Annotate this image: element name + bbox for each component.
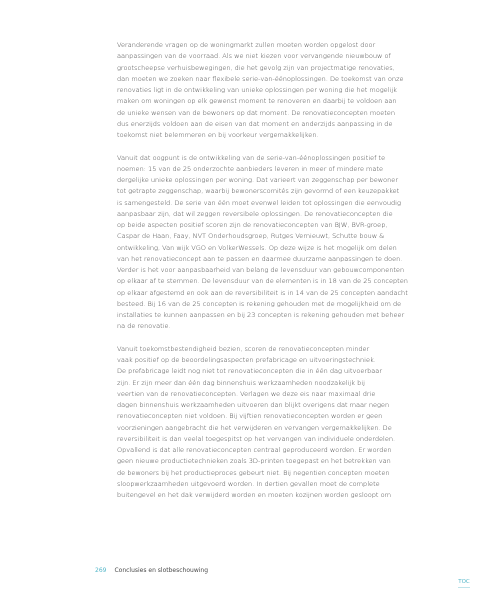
section-title: Conclusies en slotbeschouwing	[114, 567, 209, 574]
text-line: dus enerzijds voldoen aan de eisen van dat moment en anderzijds aanpassing in de	[117, 119, 393, 128]
text-line: reversibiliteit is dan veelal toegespitst op het vervangen van individuele onderdelen.	[117, 434, 396, 443]
text-line: Verder is het voor aanpasbaarheid van belang de levensduur van gebouwcomponenten	[117, 266, 405, 274]
paragraph-1	[117, 40, 417, 141]
text-line: vaak positief op de beoordelingsaspecten prefabricage en uitvoeringstechniek.	[117, 356, 376, 364]
paragraph-3	[117, 344, 417, 502]
text-line: geen nieuwe productietechnieken zoals 3D-printen toegepast en het betrekken van	[117, 457, 391, 466]
text-line: van het renovatieconcept aan te passen en daarmee duurzame aanpassingen te doen.	[117, 254, 403, 263]
text-line: besteed. Bij 16 van de 25 concepten is rekening gehouden met de mogelijkheid om de	[117, 299, 402, 308]
text-line: dagen binnenshuis werkzaamheden uitvoeren dan blijkt overigens dat maar negen	[117, 401, 390, 409]
page-number: 269	[95, 567, 107, 574]
text-line: ontwikkeling, Van wijk VGO en VolkerWessels. Op deze wijze is het mogelijk om delen	[117, 243, 397, 252]
text-line: dan moeten we zoeken naar flexibele serie-van-éénoplossingen. De toekomst van onze	[117, 74, 404, 83]
text-line: aanpasbaar zijn, dat wil zeggen reversibele oplossingen. De renovatieconcepten die	[117, 209, 393, 218]
text-line: Vanuit toekomstbestendigheid bezien, scoren de renovatieconcepten minder	[117, 344, 370, 353]
toc-link[interactable]	[455, 579, 473, 588]
text-line: tot getrapte zeggenschap, waarbij bewonerscomités zijn gevormd of een keuzepakket	[117, 187, 400, 196]
text-line: installaties te kunnen aanpassen en bij 23 concepten is rekening gehouden met beheer	[117, 311, 405, 319]
text-line: zijn. Er zijn meer dan één dag binnenshuis werkzaamheden noodzakelijk bij	[117, 378, 365, 387]
text-line: is samengesteld. De serie van één moet evenwel leiden tot oplossingen die eenvoudig	[117, 198, 401, 207]
text-line: maken om woningen op elk gewenst moment te renoveren en daarbij te voldoen aan	[117, 97, 397, 106]
paragraph-2	[117, 153, 417, 333]
text-line: buitengevel en het dak verwijderd worden en moeten kozijnen worden gesloopt om	[117, 491, 391, 499]
text-line: Opvallend is dat alle renovatieconcepten centraal geproduceerd worden. Er worden	[117, 446, 392, 454]
text-line: grootscheepse verhuisbewegingen, die het gevolg zijn van projectmatige renovaties,	[117, 63, 395, 72]
text-line: aanpassingen van de voorraad. Als we niet kiezen voor vervangende nieuwbouw of	[117, 52, 391, 61]
text-line: op beide aspecten positief scoren zijn de renovatieconcepten van BJW, BVR-groep,	[117, 221, 388, 229]
text-line: De prefabricage leidt nog niet tot renovatieconcepten die in één dag uitvoerbaar	[117, 367, 383, 376]
body-text	[117, 40, 417, 513]
text-line: renovaties ligt in de ontwikkeling van unieke oplossingen per woning die het mogelijk	[117, 86, 397, 94]
text-line: veertien van de renovatieconcepten. Verlagen we deze eis naar maximaal drie	[117, 389, 376, 398]
text-line: Caspar de Haan, Faay, NVT Onderhoudsgroep, Rutges Vernieuwt, Schutte bouw &	[117, 232, 385, 241]
text-line: Vanuit dat oogpunt is de ontwikkeling van de serie-van-éénoplossingen positief te	[117, 153, 386, 162]
text-line: renovatieconcepten niet voldoen. Bij vijftien renovatieconcepten worden er geen	[117, 412, 383, 421]
text-line: dergelijke unieke oplossingen per woning. Dat varieert van zeggenschap per bewoner	[117, 176, 399, 184]
text-line: voorzieningen aangebracht die het verwijderen en vervangen vergemakkelijken. De	[117, 423, 392, 432]
text-line: op elkaar af te stemmen. De levensduur van de elementen is in 18 van de 25 concepten	[117, 277, 408, 286]
text-line: de bewoners bij het productieproces gebeurt niet. Bij negentien concepten moeten	[117, 468, 390, 477]
text-line: sloopwerkzaamheden uitgevoerd worden. In dertien gevallen moet de complete	[117, 479, 380, 488]
text-line: Veranderende vragen op de woningmarkt zullen moeten worden opgelost door	[117, 41, 376, 49]
text-line: op elkaar afgestemd en ook aan de reversibiliteit is in 14 van de 25 concepten aandacht	[117, 288, 408, 297]
text-line: na de renovatie.	[117, 322, 171, 331]
text-line: toekomst niet belemmeren en bij voorkeur vergemakkelijken.	[117, 131, 319, 139]
toc-label[interactable]: TOC	[458, 579, 470, 585]
toc-underline	[458, 587, 470, 588]
text-line: de unieke wensen van de bewoners op dat moment. De renovatieconcepten moeten	[117, 108, 395, 117]
text-line: noemen: 15 van de 25 onderzochte aanbieders leveren in meer of mindere mate	[117, 164, 384, 173]
page-footer	[95, 567, 208, 574]
